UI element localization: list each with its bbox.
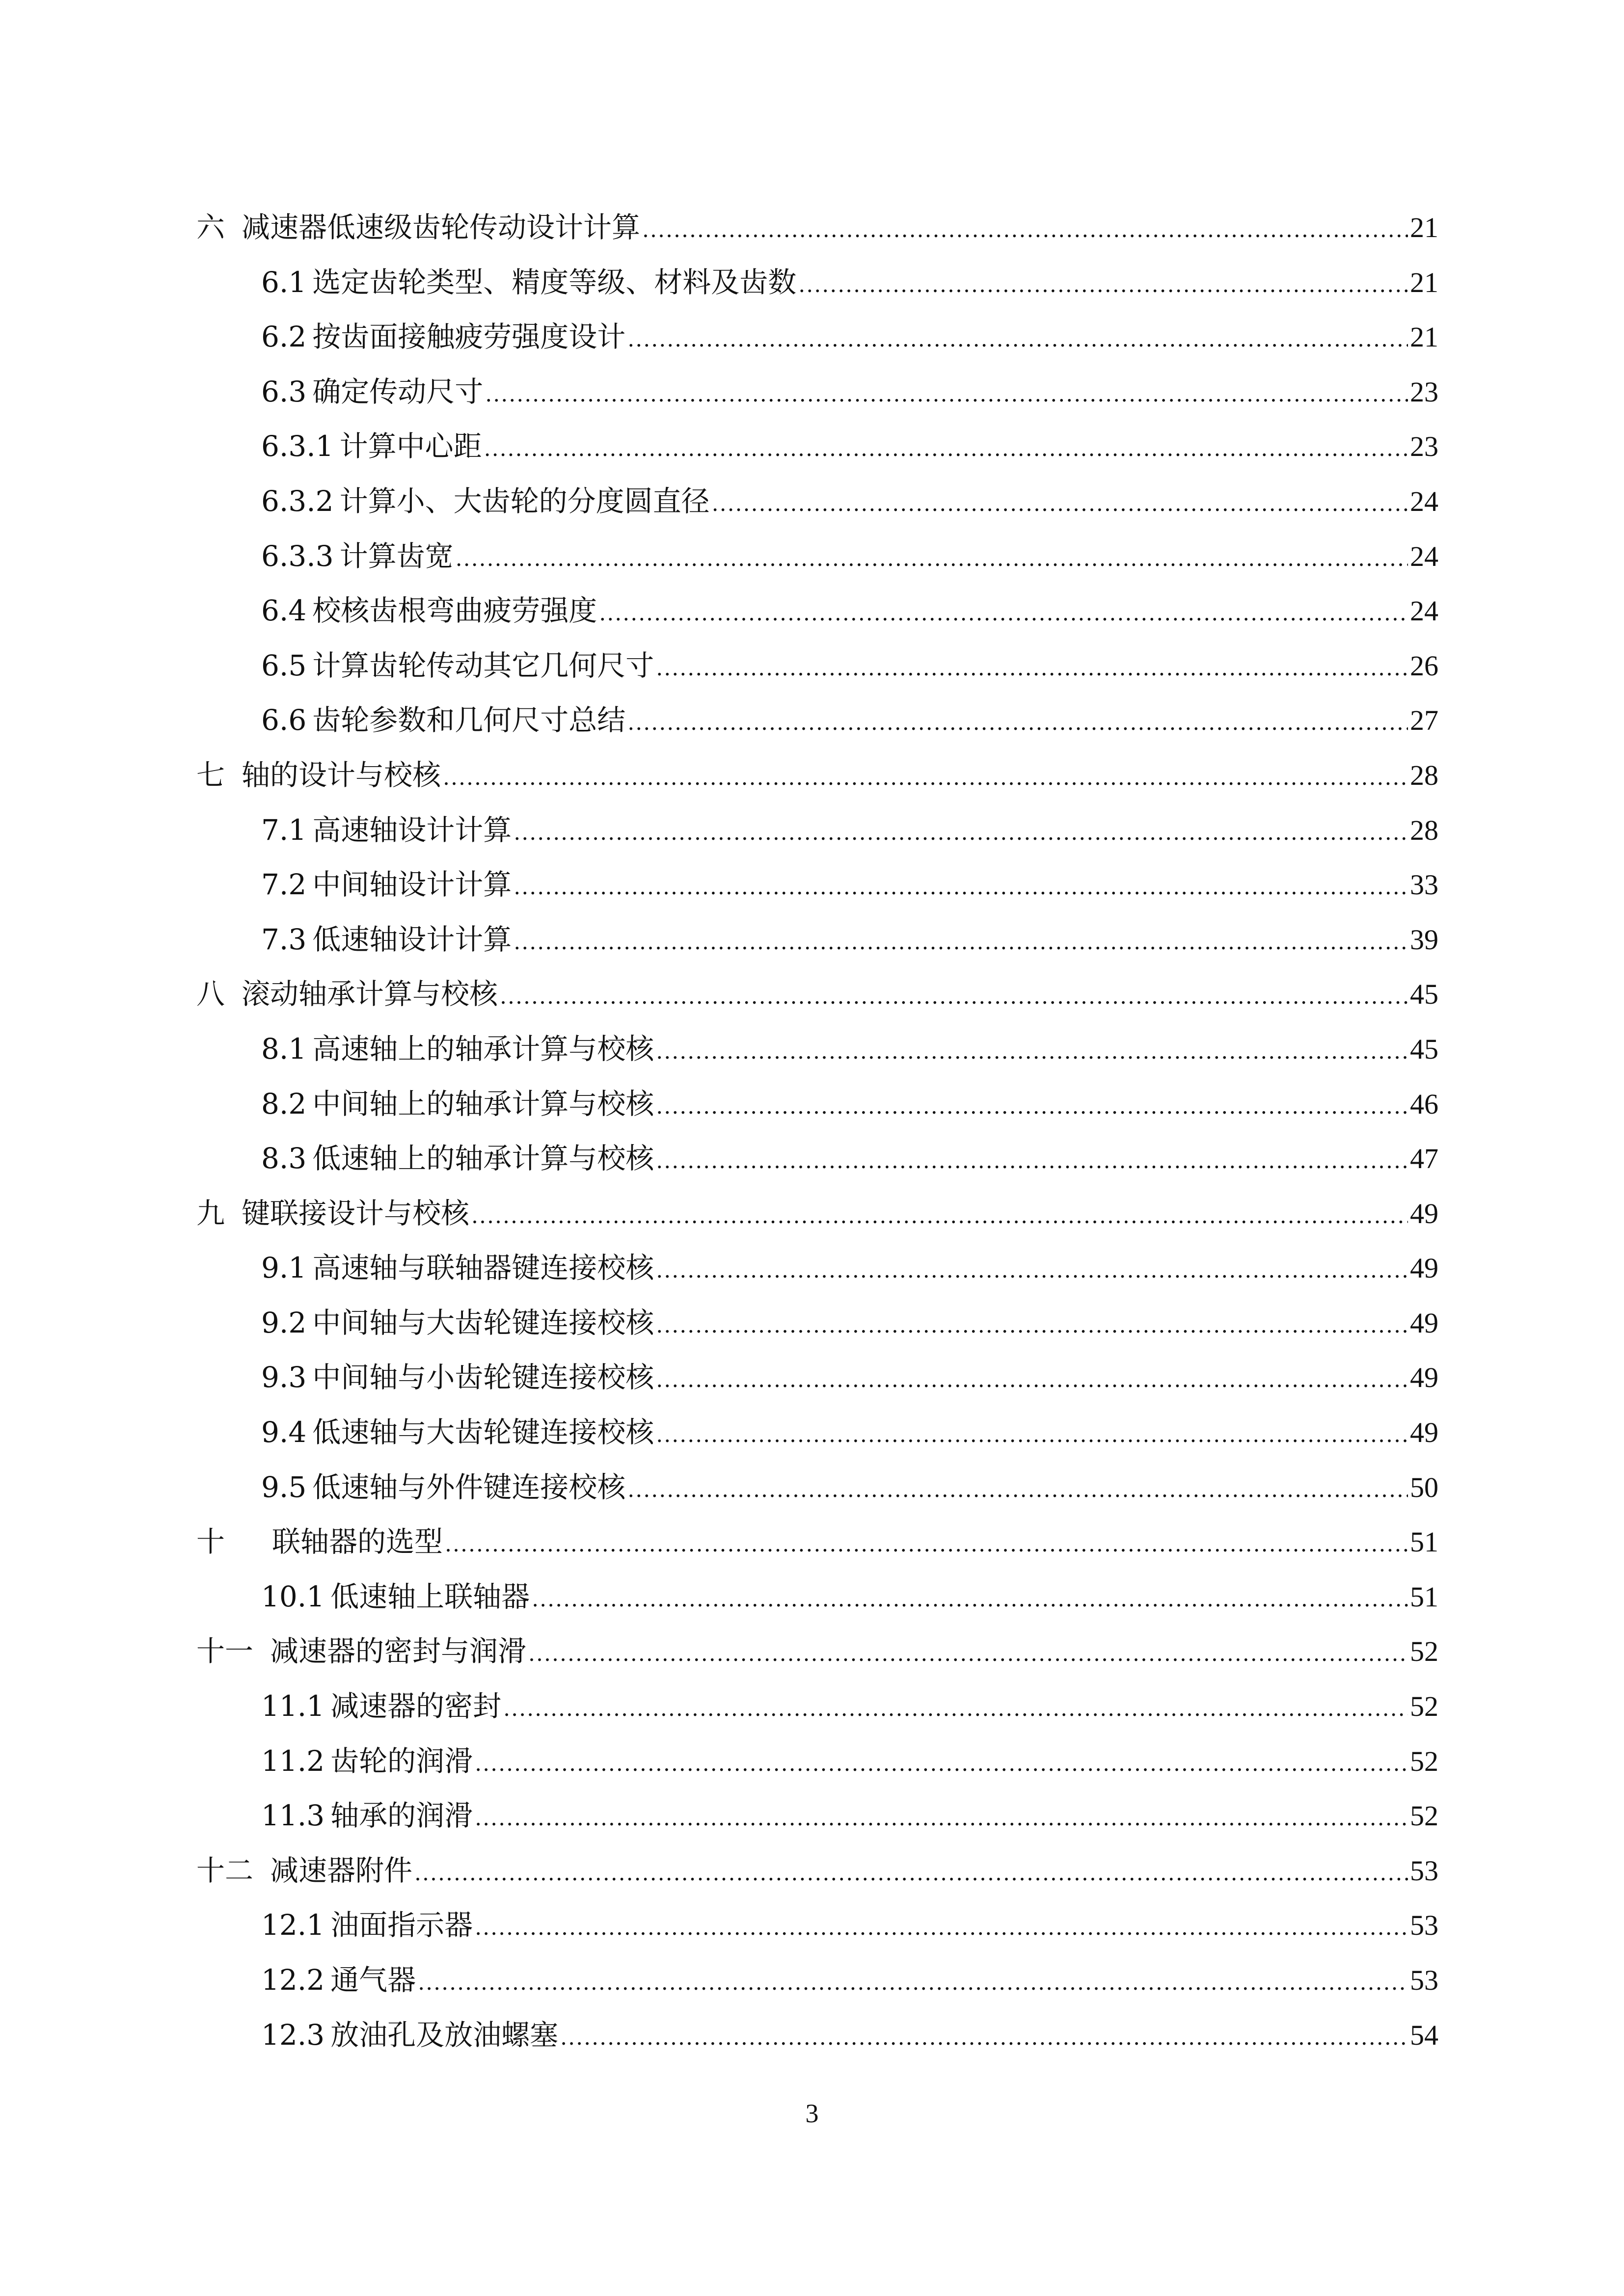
toc-entry-page: 27	[1410, 704, 1438, 737]
toc-entry-number: 9.1	[261, 1251, 307, 1285]
dot-leader	[414, 1846, 1408, 1901]
toc-section[interactable]	[196, 365, 1438, 420]
toc-entry-title: 减速器附件	[270, 1853, 413, 1887]
toc-entry-number: 十二	[196, 1853, 254, 1887]
toc-entry-number: 7.3	[261, 922, 307, 956]
dot-leader	[475, 1791, 1408, 1846]
toc-entry-number: 八	[196, 977, 225, 1011]
toc-entry-page: 52	[1410, 1635, 1438, 1668]
toc-entry-page: 51	[1410, 1526, 1438, 1558]
toc-section[interactable]	[196, 1350, 1438, 1405]
toc-entry-number: 6.2	[261, 320, 307, 354]
toc-entry-page: 47	[1410, 1143, 1438, 1175]
toc-entry-number: 7.1	[261, 813, 307, 847]
toc-entry-number: 6.3	[261, 374, 307, 408]
toc-entry-page: 28	[1410, 814, 1438, 846]
toc-entry-number: 12.2	[261, 1963, 325, 1997]
toc-entry-page: 23	[1410, 375, 1438, 408]
toc-entry-page: 53	[1410, 1964, 1438, 1996]
toc-entry-page: 53	[1410, 1909, 1438, 1942]
dot-leader	[445, 1517, 1408, 1572]
toc-chapter[interactable]	[196, 1515, 1438, 1570]
dot-leader	[656, 1079, 1408, 1134]
toc-entry-number: 九	[196, 1196, 225, 1230]
table-of-contents	[196, 200, 1438, 2062]
toc-entry-page: 23	[1410, 430, 1438, 463]
toc-entry-page: 28	[1410, 759, 1438, 791]
toc-entry-title: 中间轴与小齿轮键连接校核	[312, 1361, 654, 1394]
toc-entry-number: 12.1	[261, 1908, 325, 1942]
toc-entry-number: 6.4	[261, 594, 307, 628]
toc-entry-number: 12.3	[261, 2018, 325, 2052]
toc-entry-page: 49	[1410, 1307, 1438, 1339]
toc-entry-title: 油面指示器	[330, 1908, 473, 1942]
toc-entry-number: 9.5	[261, 1470, 307, 1504]
toc-entry-title: 滚动轴承计算与校核	[242, 977, 498, 1011]
toc-entry-title: 低速轴设计计算	[312, 922, 512, 956]
toc-entry-number: 10.1	[261, 1579, 325, 1613]
dot-leader	[514, 805, 1408, 860]
toc-entry-page: 52	[1410, 1800, 1438, 1832]
dot-leader	[471, 1189, 1408, 1244]
toc-section[interactable]	[196, 419, 1438, 474]
toc-entry-number: 11.2	[261, 1744, 325, 1778]
toc-entry-title: 计算小、大齿轮的分度圆直径	[339, 484, 710, 518]
toc-section[interactable]	[196, 310, 1438, 365]
toc-entry-page: 49	[1410, 1252, 1438, 1284]
toc-entry-number: 9.3	[261, 1361, 307, 1394]
toc-entry-number: 8.2	[261, 1087, 307, 1121]
toc-entry-page: 54	[1410, 2019, 1438, 2051]
toc-entry-page: 33	[1410, 869, 1438, 901]
toc-section[interactable]	[196, 1460, 1438, 1515]
toc-section[interactable]	[196, 1953, 1438, 2008]
dot-leader	[656, 1408, 1408, 1463]
toc-section[interactable]	[196, 1679, 1438, 1734]
dot-leader	[798, 258, 1408, 313]
toc-entry-page: 24	[1410, 540, 1438, 572]
toc-entry-number: 六	[196, 211, 225, 244]
toc-entry-number: 七	[196, 758, 225, 792]
toc-entry-title: 低速轴上联轴器	[330, 1579, 530, 1613]
dot-leader	[656, 1298, 1408, 1353]
toc-entry-title: 低速轴上的轴承计算与校核	[312, 1142, 654, 1175]
toc-chapter[interactable]	[196, 1843, 1438, 1898]
dot-leader	[484, 422, 1408, 477]
dot-leader	[627, 695, 1408, 750]
toc-entry-page: 49	[1410, 1197, 1438, 1229]
toc-entry-number: 9.4	[261, 1415, 307, 1449]
dot-leader	[532, 1572, 1408, 1627]
dot-leader	[627, 312, 1408, 367]
toc-entry-page: 26	[1410, 649, 1438, 682]
toc-section[interactable]	[196, 2008, 1438, 2063]
toc-section[interactable]	[196, 803, 1438, 858]
toc-entry-page: 53	[1410, 1854, 1438, 1887]
dot-leader	[456, 532, 1408, 587]
dot-leader	[443, 750, 1408, 805]
toc-entry-number: 8.3	[261, 1142, 307, 1175]
dot-leader	[656, 1353, 1408, 1408]
toc-entry-number: 7.2	[261, 868, 307, 902]
toc-entry-page: 45	[1410, 978, 1438, 1011]
toc-section[interactable]	[196, 1734, 1438, 1789]
toc-entry-number: 6.6	[261, 703, 307, 737]
toc-entry-title: 高速轴与联轴器键连接校核	[312, 1251, 654, 1285]
toc-entry-title: 高速轴上的轴承计算与校核	[312, 1032, 654, 1066]
dot-leader	[475, 1736, 1408, 1791]
dot-leader	[528, 1627, 1408, 1682]
dot-leader	[656, 1024, 1408, 1079]
toc-entry-title: 计算齿轮传动其它几何尺寸	[312, 648, 654, 682]
page-number: 3	[805, 2099, 819, 2128]
toc-entry-title: 齿轮的润滑	[330, 1744, 473, 1778]
toc-entry-title: 中间轴与大齿轮键连接校核	[312, 1306, 654, 1339]
toc-entry-number: 11.3	[261, 1799, 325, 1833]
toc-entry-page: 24	[1410, 595, 1438, 627]
toc-section[interactable]	[196, 1898, 1438, 1953]
dot-leader	[599, 586, 1408, 641]
toc-entry-title: 中间轴上的轴承计算与校核	[312, 1087, 654, 1121]
dot-leader	[642, 203, 1408, 258]
toc-entry-title: 联轴器的选型	[272, 1525, 443, 1559]
toc-entry-number: 6.3.2	[261, 484, 334, 518]
toc-entry-title: 键联接设计与校核	[242, 1196, 470, 1230]
toc-entry-title: 计算中心距	[339, 429, 482, 463]
toc-entry-number: 6.3.3	[261, 539, 334, 573]
toc-section[interactable]	[196, 529, 1438, 584]
toc-entry-title: 校核齿根弯曲疲劳强度	[312, 594, 597, 628]
toc-entry-number: 6.5	[261, 648, 307, 682]
toc-chapter[interactable]	[196, 1186, 1438, 1241]
toc-entry-number: 9.2	[261, 1306, 307, 1339]
toc-entry-number: 11.1	[261, 1689, 325, 1723]
toc-section[interactable]	[196, 1789, 1438, 1843]
toc-entry-title: 低速轴与大齿轮键连接校核	[312, 1415, 654, 1449]
toc-section[interactable]	[196, 1131, 1438, 1186]
dot-leader	[485, 367, 1408, 422]
toc-entry-title: 低速轴与外件键连接校核	[312, 1470, 626, 1504]
toc-entry-page: 39	[1410, 923, 1438, 956]
toc-section[interactable]	[196, 1241, 1438, 1296]
toc-section[interactable]	[196, 255, 1438, 310]
dot-leader	[475, 1900, 1408, 1955]
toc-entry-title: 减速器的密封	[330, 1689, 502, 1723]
toc-entry-page: 51	[1410, 1580, 1438, 1613]
toc-entry-page: 52	[1410, 1690, 1438, 1723]
toc-entry-title: 按齿面接触疲劳强度设计	[312, 320, 626, 354]
toc-entry-title: 轴承的润滑	[330, 1799, 473, 1833]
toc-entry-page: 24	[1410, 485, 1438, 517]
toc-section[interactable]	[196, 1296, 1438, 1351]
toc-entry-page: 21	[1410, 212, 1438, 243]
dot-leader	[514, 860, 1408, 915]
toc-entry-page: 46	[1410, 1088, 1438, 1120]
toc-entry-title: 确定传动尺寸	[312, 374, 484, 408]
dot-leader	[514, 915, 1408, 970]
toc-chapter[interactable]	[196, 1624, 1438, 1679]
dot-leader	[712, 477, 1408, 532]
toc-entry-page: 52	[1410, 1745, 1438, 1777]
dot-leader	[656, 1134, 1408, 1189]
toc-entry-title: 选定齿轮类型、精度等级、材料及齿数	[312, 265, 797, 299]
toc-section[interactable]	[196, 1022, 1438, 1077]
toc-entry-title: 减速器低速级齿轮传动设计计算	[242, 211, 641, 244]
dot-leader	[656, 641, 1408, 696]
toc-section[interactable]	[196, 639, 1438, 694]
toc-entry-title: 通气器	[330, 1963, 416, 1997]
toc-entry-title: 轴的设计与校核	[242, 758, 441, 792]
toc-chapter[interactable]	[196, 748, 1438, 803]
toc-entry-title: 齿轮参数和几何尺寸总结	[312, 703, 626, 737]
dot-leader	[500, 969, 1408, 1024]
toc-entry-number: 8.1	[261, 1032, 307, 1066]
toc-section[interactable]	[196, 912, 1438, 967]
toc-entry-number: 6.1	[261, 265, 307, 299]
toc-section[interactable]	[196, 857, 1438, 912]
dot-leader	[503, 1682, 1408, 1736]
toc-section[interactable]	[196, 693, 1438, 748]
toc-section[interactable]	[196, 1570, 1438, 1625]
toc-chapter[interactable]	[196, 200, 1438, 255]
dot-leader	[560, 2010, 1408, 2065]
toc-entry-page: 50	[1410, 1471, 1438, 1503]
toc-entry-page: 49	[1410, 1362, 1438, 1394]
toc-entry-number: 十	[196, 1525, 225, 1559]
dot-leader	[656, 1243, 1408, 1298]
dot-leader	[418, 1955, 1408, 2010]
toc-entry-page: 21	[1410, 321, 1438, 353]
toc-entry-page: 45	[1410, 1033, 1438, 1065]
toc-chapter[interactable]	[196, 967, 1438, 1022]
toc-entry-number: 6.3.1	[261, 429, 334, 463]
toc-section[interactable]	[196, 1077, 1438, 1132]
toc-section[interactable]	[196, 474, 1438, 529]
dot-leader	[627, 1463, 1408, 1518]
toc-entry-title: 高速轴设计计算	[312, 813, 512, 847]
toc-entry-title: 计算齿宽	[339, 539, 454, 573]
toc-entry-title: 放油孔及放油螺塞	[330, 2018, 559, 2052]
toc-entry-title: 中间轴设计计算	[312, 868, 512, 902]
toc-section[interactable]	[196, 1405, 1438, 1460]
toc-entry-page: 21	[1410, 266, 1438, 298]
toc-entry-title: 减速器的密封与润滑	[270, 1634, 527, 1668]
toc-section[interactable]	[196, 584, 1438, 639]
toc-entry-number: 十一	[196, 1634, 254, 1668]
toc-entry-page: 49	[1410, 1416, 1438, 1449]
